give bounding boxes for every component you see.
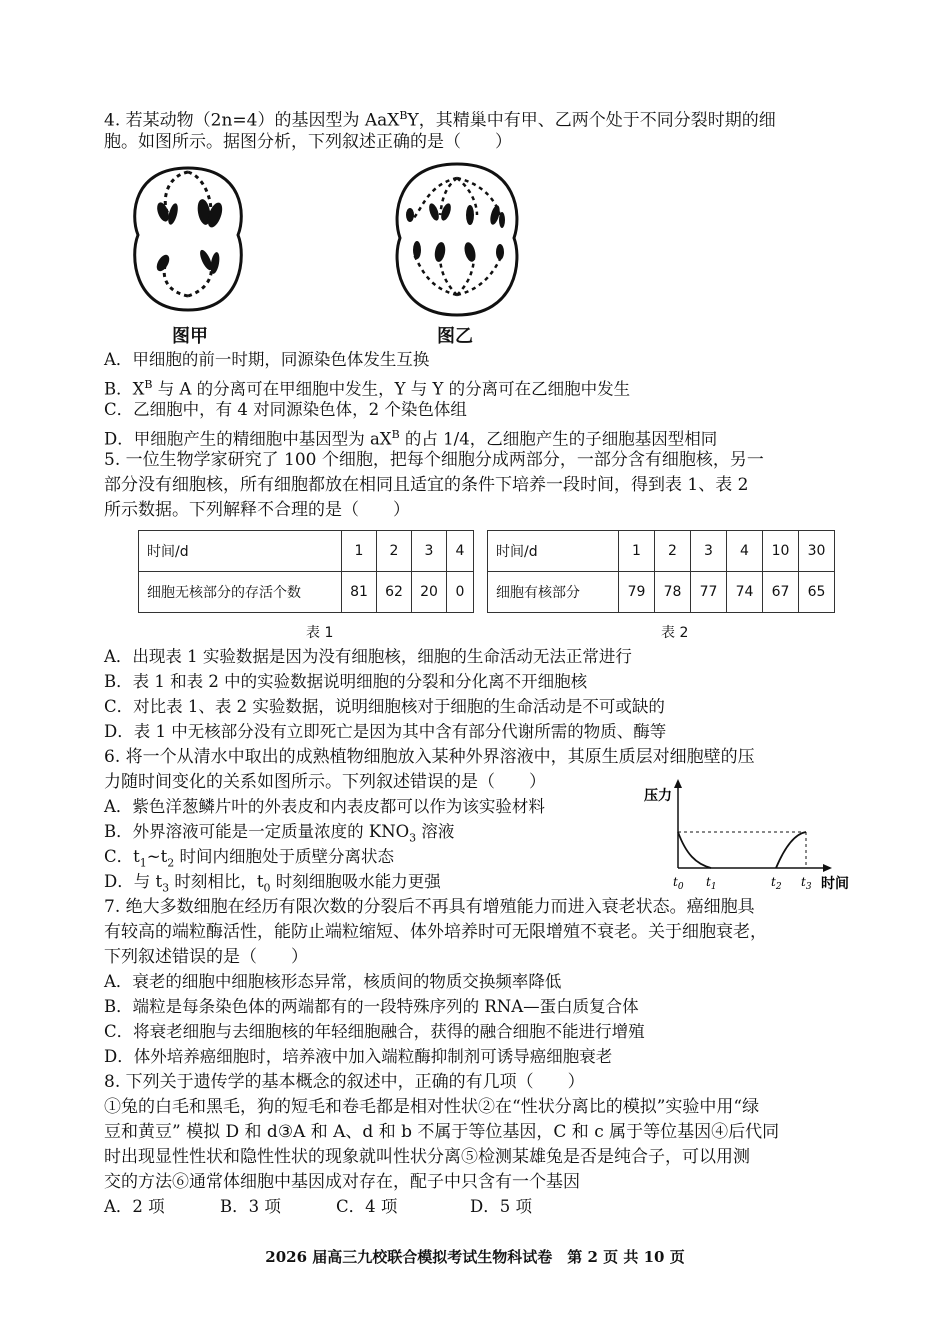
table-2-cell: 30	[799, 531, 835, 572]
pressure-curve-rise	[776, 832, 806, 868]
q6-stem-line2: 力随时间变化的关系如图所示。下列叙述错误的是（ ）	[104, 772, 546, 792]
graph-tick-t1	[706, 875, 717, 892]
q6-option-c-sub1: 1	[139, 856, 147, 870]
table-1-row-label: 细胞无核部分的存活个数	[139, 572, 342, 613]
table-1-row-count	[139, 572, 474, 613]
cell-outline-yi	[397, 164, 517, 315]
q6-option-c-mid: ~t	[146, 847, 168, 866]
table-2-cell: 78	[655, 572, 691, 613]
table-2-row-time	[488, 531, 835, 572]
chromosomes-yi	[406, 202, 505, 263]
q8-option-a: A．2 项	[104, 1197, 165, 1216]
figure-yi	[382, 160, 532, 320]
table-1-cell: 4	[447, 531, 474, 572]
q6-option-c-sub2: 2	[167, 856, 175, 870]
table-2-header-cell: 时间/d	[488, 531, 619, 572]
tick-t3-sub: 3	[805, 882, 812, 892]
table-2-cell: 67	[763, 572, 799, 613]
q5-option-a: A．出现表 1 实验数据是因为没有细胞核，细胞的生命活动无法正常进行	[104, 647, 632, 666]
figure-jia-caption: 图甲	[172, 326, 208, 347]
q4-option-b-sup: B	[144, 378, 153, 391]
chromosomes-jia	[154, 198, 225, 274]
q6-option-b-pre: B．外界溶液可能是一定质量浓度的 KNO	[104, 822, 410, 841]
table-2-cell: 10	[763, 531, 799, 572]
table-2-cell: 74	[727, 572, 763, 613]
x-axis-arrow-icon	[823, 864, 832, 872]
cell-outline-jia	[135, 168, 242, 310]
table-2-cell: 3	[691, 531, 727, 572]
page-footer: 2026 届高三九校联合模拟考试生物科试卷 第 2 页 共 10 页	[265, 1248, 685, 1266]
table-1-cell: 62	[377, 572, 412, 613]
table-2-cell: 4	[727, 531, 763, 572]
figure-yi-caption: 图乙	[437, 326, 473, 347]
q4-stem-text-b: Y，其精巢中有甲、乙两个处于不同分裂时期的细	[407, 110, 776, 131]
y-axis-arrow-icon	[674, 779, 682, 788]
q6-option-b-sub: 3	[409, 831, 417, 845]
tick-t3-letter: t	[801, 875, 806, 889]
graph-tick-t3	[801, 875, 812, 892]
table-1-row-time	[139, 531, 474, 572]
table-1-cell: 1	[342, 531, 377, 572]
q8-stem-line3: 豆和黄豆” 模拟 D 和 d③A 和 A、d 和 b 不属于等位基因，C 和 c 属于等位基因④后代同	[104, 1122, 780, 1142]
figure-jia	[118, 160, 258, 320]
table-1	[138, 530, 474, 613]
tick-t1-letter: t	[706, 875, 711, 889]
table-2-cell: 77	[691, 572, 727, 613]
table-1-caption: 表 1	[306, 625, 334, 641]
q7-option-a: A．衰老的细胞中细胞核形态异常，核质间的物质交换频率降低	[104, 972, 562, 991]
table-2-row-label: 细胞有核部分	[488, 572, 619, 613]
q4-option-a: A．甲细胞的前一时期，同源染色体发生互换	[104, 350, 430, 369]
spindle-bottom-yi	[414, 255, 502, 295]
q7-stem-line3: 下列叙述错误的是（ ）	[104, 947, 308, 967]
q5-stem-line1: 5. 一位生物学家研究了 100 个细胞，把每个细胞分成两部分，一部分含有细胞核，另一	[104, 450, 764, 470]
graph-xlabel: 时间	[821, 876, 849, 892]
table-2-cell: 79	[619, 572, 655, 613]
tick-t2-sub: 2	[775, 882, 782, 892]
q7-option-b: B．端粒是每条染色体的两端都有的一段特殊序列的 RNA—蛋白质复合体	[104, 997, 639, 1016]
q7-option-c: C．将衰老细胞与去细胞核的年轻细胞融合，获得的融合细胞不能进行增殖	[104, 1022, 645, 1041]
table-2-cell: 1	[619, 531, 655, 572]
q6-option-d-sub2: 0	[263, 881, 271, 895]
pressure-time-graph	[636, 774, 860, 894]
q4-option-b-pre: B．X	[104, 379, 145, 399]
graph-ylabel: 压力	[644, 788, 672, 804]
table-1-cell: 20	[412, 572, 447, 613]
q4-stem-line2: 胞。如图所示。据图分析，下列叙述正确的是（ ）	[104, 132, 512, 152]
table-2-cell: 65	[799, 572, 835, 613]
q5-option-b: B．表 1 和表 2 中的实验数据说明细胞的分裂和分化离不开细胞核	[104, 672, 588, 691]
q5-stem-line2: 部分没有细胞核，所有细胞都放在相同且适宜的条件下培养一段时间，得到表 1、表 2	[104, 475, 749, 495]
q8-stem-line5: 交的方法⑥通常体细胞中基因成对存在，配子中只含有一个基因	[104, 1172, 580, 1192]
spindle-bottom-jia	[164, 260, 211, 296]
q6-option-c-post: 时间内细胞处于质壁分离状态	[174, 847, 394, 866]
q4-option-d-sup: B	[391, 428, 400, 441]
q8-option-d: D．5 项	[470, 1197, 532, 1216]
q6-stem-line1: 6. 将一个从清水中取出的成熟植物细胞放入某种外界溶液中，其原生质层对细胞壁的压	[104, 747, 755, 767]
tick-t1-sub: 1	[710, 882, 717, 892]
spindle-top-yi	[412, 178, 500, 220]
table-2	[487, 530, 835, 613]
graph-tick-t0	[673, 875, 684, 892]
tick-t2-letter: t	[771, 875, 776, 889]
q6-option-b-post: 溶液	[416, 822, 455, 841]
q8-stem-line2: ①兔的白毛和黑毛，狗的短毛和卷毛都是相对性状②在“性状分离比的模拟”实验中用“绿	[104, 1097, 760, 1117]
table-1-header-cell: 时间/d	[139, 531, 342, 572]
q8-option-b: B．3 项	[220, 1197, 281, 1216]
q6-option-d-post: 时刻细胞吸水能力更强	[270, 872, 441, 891]
table-1-cell: 81	[342, 572, 377, 613]
pressure-curve-decline	[678, 832, 711, 868]
q6-option-c-pre: C．t	[104, 847, 140, 866]
tick-t0-sub: 0	[677, 882, 684, 892]
q8-option-c: C．4 项	[336, 1197, 398, 1216]
q8-stem-line4: 时出现显性性状和隐性性状的现象就叫性状分离⑤检测某雄兔是否是纯合子，可以用测	[104, 1147, 750, 1167]
q6-option-a: A．紫色洋葱鳞片叶的外表皮和内表皮都可以作为该实验材料	[104, 797, 545, 816]
tick-t0-letter: t	[673, 875, 678, 889]
q4-option-d-pre: D．甲细胞产生的精细胞中基因型为 aX	[104, 429, 392, 449]
table-2-row-count	[488, 572, 835, 613]
q4-stem-line1	[104, 104, 776, 133]
q7-stem-line2: 有较高的端粒酶活性，能防止端粒缩短、体外培养时可无限增殖不衰老。关于细胞衰老，	[104, 922, 767, 942]
q6-option-d-mid: 时刻相比，t	[169, 872, 264, 891]
q4-option-c: C．乙细胞中，有 4 对同源染色体，2 个染色体组	[104, 400, 467, 419]
q7-option-d: D．体外培养癌细胞时，培养液中加入端粒酶抑制剂可诱导癌细胞衰老	[104, 1047, 613, 1066]
graph-tick-t2	[771, 875, 782, 892]
q5-stem-line3: 所示数据。下列解释不合理的是（ ）	[104, 500, 410, 520]
table-2-caption: 表 2	[661, 625, 689, 641]
q8-stem-line1: 8. 下列关于遗传学的基本概念的叙述中，正确的有几项（ ）	[104, 1072, 585, 1092]
table-1-cell: 0	[447, 572, 474, 613]
q5-option-d: D．表 1 中无核部分没有立即死亡是因为其中含有部分代谢所需的物质、酶等	[104, 722, 667, 741]
q4-option-b-post: 与 A 的分离可在甲细胞中发生，Y 与 Y 的分离可在乙细胞中发生	[152, 379, 631, 399]
q6-option-d-sub1: 3	[162, 881, 170, 895]
table-2-cell: 2	[655, 531, 691, 572]
q4-stem-sup: B	[399, 109, 408, 122]
q4-option-d-post: 的占 1/4，乙细胞产生的子细胞基因型相同	[399, 429, 718, 449]
table-1-cell: 2	[377, 531, 412, 572]
table-1-cell: 3	[412, 531, 447, 572]
q5-option-c: C．对比表 1、表 2 实验数据，说明细胞核对于细胞的生命活动是不可或缺的	[104, 697, 665, 716]
q7-stem-line1: 7. 绝大多数细胞在经历有限次数的分裂后不再具有增殖能力而进入衰老状态。癌细胞具	[104, 897, 755, 917]
q6-option-d-pre: D．与 t	[104, 872, 163, 891]
q4-stem-text: 4. 若某动物（2n=4）的基因型为 AaX	[104, 110, 400, 131]
